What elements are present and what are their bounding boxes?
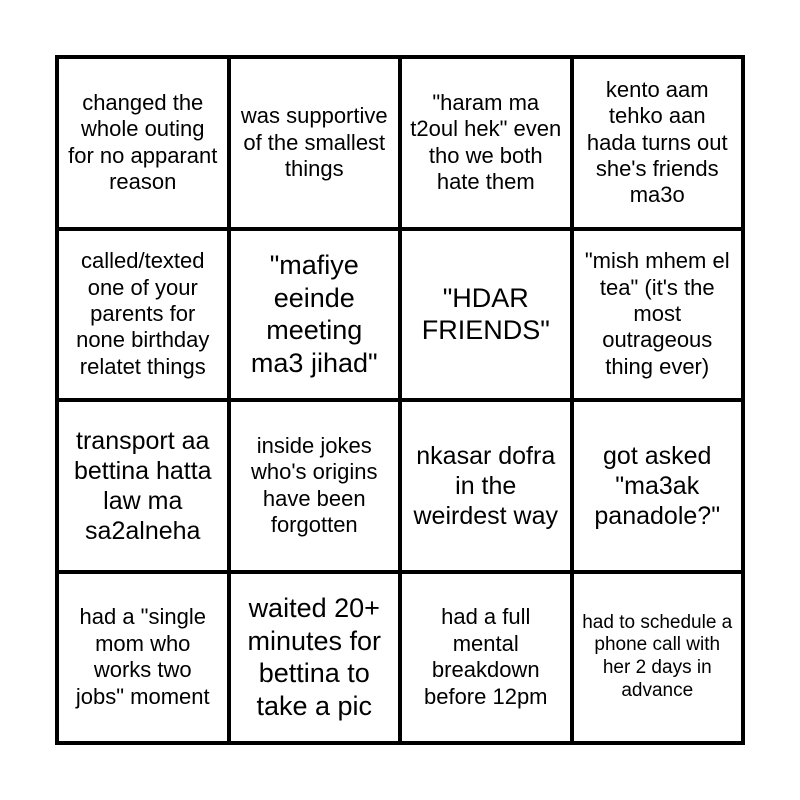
cell-text: inside jokes who's origins have been forgotten — [251, 432, 378, 538]
bingo-cell-r2c3[interactable] — [402, 231, 570, 399]
cell-text: called/texted one of your parents for none birthday relatet things — [76, 248, 210, 379]
cell-text: kento aam tehko aan hada turns out she's friends ma3o — [586, 76, 728, 208]
bingo-cell-r3c4[interactable] — [574, 402, 742, 570]
bingo-cell-r4c3[interactable] — [402, 574, 570, 742]
cell-text: "mafiye eeinde meeting ma3 jihad" — [250, 250, 378, 378]
bingo-cell-r1c3[interactable] — [402, 59, 570, 227]
cell-text: waited 20+ minutes for bettina to take a pic — [247, 593, 382, 721]
bingo-cell-r4c4[interactable] — [574, 574, 742, 742]
bingo-cell-r4c2[interactable] — [231, 574, 399, 742]
bingo-cell-r1c4[interactable] — [574, 59, 742, 227]
cell-text: was supportive of the smallest things — [240, 103, 388, 181]
bingo-board — [55, 55, 745, 745]
cell-text: got asked "ma3ak panadole?" — [594, 441, 721, 530]
bingo-cell-r1c2[interactable] — [231, 59, 399, 227]
cell-text: "HDAR FRIENDS" — [421, 282, 550, 346]
cell-text: transport aa bettina hatta law ma sa2alneha — [73, 426, 212, 545]
cell-text: had a full mental breakdown before 12pm — [423, 604, 548, 709]
bingo-cell-r2c2[interactable] — [231, 231, 399, 399]
cell-text: had a "single mom who works two jobs" moment — [75, 604, 210, 709]
bingo-cell-r4c1[interactable] — [59, 574, 227, 742]
cell-text: changed the whole outing for no apparant reason — [68, 89, 218, 195]
cell-text: nkasar dofra in the weirdest way — [413, 441, 558, 530]
bingo-cell-r2c4[interactable] — [574, 231, 742, 399]
bingo-cell-r1c1[interactable] — [59, 59, 227, 227]
bingo-cell-r3c3[interactable] — [402, 402, 570, 570]
cell-text: had to schedule a phone call with her 2 days in advance — [582, 611, 733, 702]
cell-text: "haram ma t2oul hek" even tho we both hate them — [410, 89, 562, 195]
cell-text: "mish mhem el tea" (it's the most outrageous thing ever) — [584, 248, 730, 379]
bingo-cell-r3c1[interactable] — [59, 402, 227, 570]
bingo-cell-r3c2[interactable] — [231, 402, 399, 570]
bingo-cell-r2c1[interactable] — [59, 231, 227, 399]
